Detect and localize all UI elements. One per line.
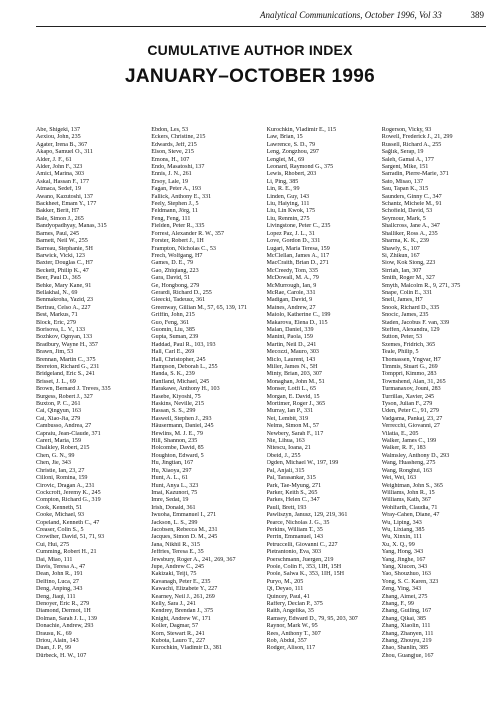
author-entry: Zhang, Zhouyu, 219 — [381, 638, 432, 645]
author-entry: Zhang, Zhanyen, 111 — [381, 630, 434, 637]
author-entry: Siow, Kok Siong, 223 — [381, 260, 436, 267]
author-entry: Minty, Brian, 203, 307 — [266, 371, 322, 378]
author-entry: Shallcross, Jane A., 347 — [381, 223, 440, 230]
author-entry: Newbery, Sarah F., 117 — [266, 430, 324, 437]
author-entry: Hall, Christopher, 245 — [151, 356, 206, 363]
author-entry: Sato, Misao, 137 — [381, 178, 424, 185]
author-entry: Holcombe, David, 85 — [151, 445, 204, 452]
author-entry: Haddad, Paul R., 103, 193 — [151, 341, 216, 348]
author-entry: Puryo, M., 205 — [266, 578, 304, 585]
author-entry: Miclo, Laurent, 143 — [266, 356, 316, 363]
author-entry: Thomassen, Yngvar, H7 — [381, 356, 441, 363]
author-entry: Delfino, Luca, 27 — [36, 578, 79, 585]
header-rule — [36, 26, 486, 27]
author-entry: Copeland, Kenneth C., 47 — [36, 519, 100, 526]
author-entry: Frech, Wolfgang, H7 — [151, 252, 203, 259]
author-entry: Williams, Kath, 367 — [381, 497, 431, 504]
author-entry: Brennan, Martin C., 375 — [36, 356, 96, 363]
author-entry: Smith, Roger M., 327 — [381, 275, 435, 282]
author-entry: Zhou, Guangjue, 167 — [381, 652, 434, 659]
author-entry: Seymour, Mark, 5 — [381, 215, 426, 222]
author-entry: Monaghan, John M., 51 — [266, 378, 325, 385]
author-entry: Monser, Lotfi L., 65 — [266, 386, 317, 393]
author-entry: Leonard, Raymond G., 375 — [266, 164, 334, 171]
author-entry: Kurochkin, Vladimir E., 115 — [266, 127, 337, 133]
author-entry: Barnes, Paul, 245 — [36, 230, 79, 237]
author-entry: Chen, Jie, 343 — [36, 460, 71, 467]
page-number: 389 — [470, 10, 484, 20]
author-column-3 — [267, 127, 376, 707]
running-header — [0, 10, 500, 24]
author-entry: Rodger, Alison, 117 — [266, 645, 316, 652]
author-entry: Greenway, Gillian M., 57, 65, 139, 171 — [151, 304, 247, 311]
author-entry: Feldmann, Jörg, 11 — [151, 208, 198, 215]
author-entry: Jacobsen, Rebecca M., 231 — [151, 526, 218, 533]
author-entry: Fagan, Peter A., 193 — [151, 186, 202, 193]
author-entry: Deng, Jiaqi, 111 — [36, 593, 76, 600]
author-entry: Hanfland, Michael, 245 — [151, 378, 210, 385]
author-entry: Poerschmann, Juergen, 219 — [266, 556, 334, 563]
author-entry: Dean, John R., 191 — [36, 571, 83, 578]
author-entry: Donachie, Andrew, 293 — [36, 623, 94, 630]
author-entry: Gieecki, Tadeusz, 361 — [151, 297, 206, 304]
author-column-1 — [36, 127, 145, 707]
author-entry: Hewlins, M. J. E., 79 — [151, 430, 203, 437]
author-entry: Dolman, Sarah J. L., 139 — [36, 615, 97, 622]
author-entry: Kakizaki, Teiji, 75 — [151, 571, 197, 578]
author-entry: Brisset, J. L., 69 — [36, 378, 76, 385]
author-entry: Livingstone, Peter C., 235 — [266, 223, 331, 230]
author-entry: Hu, Jingtian, 167 — [151, 460, 194, 467]
author-entry: Barwick, Vicki, 123 — [36, 252, 85, 259]
author-entry: Bale, Simon J., 265 — [36, 215, 84, 222]
author-entry: Sirriah, Ian, 307 — [381, 267, 422, 274]
author-entry: Kearney, Neil J., 261, 269 — [151, 593, 215, 600]
author-entry: Sutton, Peter, 53 — [381, 334, 423, 341]
author-entry: Hasebe, Kiyoshi, 75 — [151, 393, 201, 400]
author-entry: Manini, Paola, 159 — [266, 334, 313, 341]
author-entry: Shawly, S., 107 — [381, 245, 420, 252]
author-entry: Sau, Tapan K., 315 — [381, 186, 429, 193]
author-entry: Christie, Ian, 23, 27 — [36, 467, 85, 474]
author-entry: Nie, Lihua, 163 — [266, 438, 305, 445]
author-entry: Jeffries, Teresa E., 35 — [151, 549, 204, 556]
author-entry: Hill, Shannon, 235 — [151, 438, 198, 445]
author-entry: Block, Eric, 279 — [36, 319, 76, 326]
author-entry: Fallick, Anthony E., 331 — [151, 193, 212, 200]
author-entry: Lenglet, M., 69 — [266, 156, 305, 163]
author-entry: Ebdon, Les, 53 — [151, 127, 189, 133]
author-entry: Akapo, Samuel O., 311 — [36, 149, 93, 156]
author-entry: Murray, Ian P., 331 — [266, 408, 314, 415]
author-entry: Bertrau, Celso A., 227 — [36, 304, 91, 311]
author-entry: Weightman, John S., 365 — [381, 482, 443, 489]
author-entry: Awano, Kazutoshi, 137 — [36, 193, 93, 200]
author-entry: Morgan, E. David, 15 — [266, 393, 320, 400]
author-entry: Mecozzi, Mauro, 303 — [266, 349, 319, 356]
author-entry: Beer, Paul D., 365 — [36, 275, 81, 282]
author-entry: Rees, Anthony T., 307 — [266, 630, 321, 637]
author-entry: Griffin, John, 215 — [151, 312, 195, 319]
author-entry: Bozhkov, Ognyan, 133 — [36, 334, 93, 341]
author-entry: Tomppri, Kimmo, 283 — [381, 371, 437, 378]
author-entry: Zhang, Qikai, 385 — [381, 615, 427, 622]
author-entry: Beckett, Philip K., 47 — [36, 267, 89, 274]
author-entry: Timmis, Stuart G., 269 — [381, 364, 438, 370]
author-entry: Drausu, K., 69 — [36, 630, 72, 637]
author-entry: Häusermann, Daniel, 245 — [151, 423, 214, 430]
author-entry: Barnett, Neil W., 255 — [36, 238, 88, 245]
author-entry: Yong, S. C. Karen, 323 — [381, 578, 439, 585]
author-entry: Petruccelli, Giovanni C., 227 — [266, 541, 338, 548]
author-entry: Verrecchi, Giovanni, 27 — [381, 423, 440, 430]
author-entry: Mortimer, Roger J., 365 — [266, 401, 326, 408]
author-entry: Raith, Angelika, 35 — [266, 608, 314, 615]
author-entry: Liu, Haiying, 111 — [266, 201, 310, 208]
author-entry: Cockcroft, Jeremy K., 245 — [36, 489, 101, 496]
author-entry: Cambusso, Andrea, 27 — [36, 423, 92, 430]
author-entry: Ramsey, Edward D., 79, 95, 203, 307 — [266, 615, 358, 622]
author-entry: Denoyer, Eric R., 279 — [36, 601, 90, 607]
author-entry: Lin, R. E., 99 — [266, 186, 300, 193]
author-entry: Cai, Qingyun, 163 — [36, 408, 82, 415]
author-entry: Diamond, Dermot, 1H — [36, 608, 91, 615]
author-entry: Szemes, Fridrich, 365 — [381, 341, 436, 348]
author-entry: Uden, Peter C., 91, 279 — [381, 408, 439, 415]
author-entry: Eckers, Christine, 215 — [151, 134, 206, 141]
author-entry: Jacques, Simon D. M., 245 — [151, 534, 218, 541]
author-entry: Amici, Marina, 303 — [36, 171, 85, 178]
author-entry: Nitescu, Ioana, 21 — [266, 445, 311, 452]
author-entry: Dürbeck, H. W., 107 — [36, 652, 87, 659]
author-entry: Compton, Richard G., 319 — [36, 497, 101, 504]
author-entry: Baxter, Douglas C., H7 — [36, 260, 93, 267]
author-entry: Cook, Kenneth, 51 — [36, 504, 83, 511]
author-entry: Townshend, Alan, 31, 265 — [381, 378, 446, 385]
author-entry: Knight, Andrew W., 171 — [151, 615, 211, 622]
author-entry: Wray-Cahen, Diane, 47 — [381, 512, 440, 519]
author-entry: Staden, Jacobus F. van, 339 — [381, 319, 450, 326]
author-entry: Maines, Andrew, 27 — [266, 304, 316, 311]
author-entry: Haskins, Neville, 215 — [151, 401, 205, 408]
author-entry: Brown, Bernard J. Treves, 335 — [36, 386, 111, 393]
author-entry: McMurrough, Ian, 9 — [266, 282, 317, 289]
author-entry: Snook, Richard D., 335 — [381, 304, 440, 311]
author-entry: Ogden, Michael W., 197, 199 — [266, 460, 339, 467]
author-entry: Ersoy, Lale, 19 — [151, 178, 189, 185]
author-entry: Vadgama, Pankaj, 23, 27 — [381, 415, 443, 422]
author-entry: Schantz, Michele M., 91 — [381, 201, 442, 208]
author-entry: Nei, Lembit, 319 — [266, 415, 309, 422]
author-entry: Bandyopadhyay, Manas, 315 — [36, 223, 107, 230]
author-entry: Hassan, S. S., 299 — [151, 408, 196, 415]
title-block — [0, 42, 500, 88]
author-entry: Iwuoha, Emmanuel I., 271 — [151, 512, 217, 519]
author-entry: Imai, Kazunori, 75 — [151, 489, 198, 496]
journal-citation: Analytical Communications, October 1996, Vol 33 — [260, 10, 442, 20]
author-entry: Lopez Paz, J. L., 31 — [266, 230, 315, 237]
author-entry: Endo, Masatoshi, 137 — [151, 164, 205, 171]
author-entry: Zhang, F., 99 — [381, 601, 414, 607]
author-entry: Careri, Maria, 159 — [36, 438, 82, 445]
author-entry: Snell, James, H7 — [381, 297, 423, 304]
author-entry: Wang, Ronghui, 163 — [381, 467, 433, 474]
author-entry: Dai, Miao, 111 — [36, 556, 73, 563]
author-entry: Bakker, Berit, H7 — [36, 208, 80, 215]
author-entry: Kelly, Sara J., 241 — [151, 601, 196, 607]
author-entry: Russell, Richard A., 255 — [381, 141, 442, 148]
author-entry: Feely, Stephen J., 5 — [151, 201, 199, 208]
author-entry: Bridgeland, Eric S., 241 — [36, 371, 95, 378]
author-entry: Miller, James N., 5H — [266, 364, 318, 370]
author-entry: Cai, Xiao-Jia, 279 — [36, 415, 81, 422]
author-entry: Forrest, Alexander R. W., 357 — [151, 230, 225, 237]
author-entry: Perrin, Emmanuel, 143 — [266, 534, 324, 541]
author-entry: Xu, X. Q., 99 — [381, 541, 415, 548]
author-entry: McClellan, James A., 117 — [266, 252, 330, 259]
author-entry: Vilatia, E., 205 — [381, 430, 419, 437]
author-entry: Askal, Hassan F., 177 — [36, 178, 89, 185]
author-entry: Kubota, Lauro T., 227 — [151, 638, 206, 645]
author-entry: Duan, J. P., 99 — [36, 645, 72, 652]
author-entry: Rogerson, Vicky, 93 — [381, 127, 432, 133]
author-entry: Lugari, Maria Teresa, 159 — [266, 245, 330, 252]
author-entry: Hunt, Anya L., 323 — [151, 482, 199, 489]
author-entry: Parker, Keith S., 265 — [266, 489, 318, 496]
author-entry: Fielden, Peter R., 335 — [151, 223, 205, 230]
author-entry: Linden, Guy, 143 — [266, 193, 310, 200]
author-entry: Backheet, Emam Y., 177 — [36, 201, 97, 208]
author-entry: Deng, Anping, 343 — [36, 586, 83, 593]
author-entry: Yang, Jinghe, 167 — [381, 556, 426, 563]
author-entry: Turmanaxov, Jouni, 283 — [381, 386, 441, 393]
author-entry: Love, Gordon D., 331 — [266, 238, 321, 245]
author-entry: Wei, Wei, 163 — [381, 475, 417, 482]
author-entry: Tyson, Julian F., 279 — [381, 401, 433, 408]
author-entry: Elson, Steve, 215 — [151, 149, 194, 156]
author-entry: Koller, Dagmar, 57 — [151, 623, 199, 630]
author-entry: Law, Brian, 15 — [266, 134, 303, 141]
author-column-2 — [151, 127, 260, 707]
author-entry: Walker, R. F., 183 — [381, 445, 426, 452]
author-entry: Gao, Zhiqiang, 223 — [151, 267, 199, 274]
author-entry: Wu, Lixiang, 385 — [381, 526, 425, 533]
author-entry: Irish, Donald, 361 — [151, 504, 196, 511]
author-entry: Harakawe, Anthony H., 103 — [151, 386, 220, 393]
author-entry: Aexiou, John, 235 — [36, 134, 81, 141]
author-entry: Si, Zhikun, 167 — [381, 252, 420, 259]
author-entry: McRae, Carole, 331 — [266, 289, 316, 296]
author-entry: Cooke, Michael, 93 — [36, 512, 85, 519]
author-entry: Burgess, Robert J., 327 — [36, 393, 93, 400]
author-entry: Bradbury, Wayne H., 357 — [36, 341, 98, 348]
author-entry: Haswell, Stephen J., 293 — [151, 415, 212, 422]
author-entry: Jupe, Andrew C., 245 — [151, 563, 205, 570]
author-entry: Imre, Sedat, 19 — [151, 497, 189, 504]
author-entry: Emons, H., 107 — [151, 156, 190, 163]
author-entry: Buxton, P. C., 261 — [36, 401, 81, 408]
author-entry: Williams, John R., 15 — [381, 489, 435, 496]
index-title: CUMULATIVE AUTHOR INDEX — [147, 42, 353, 58]
author-entry: Pawliszyn, Janusz, 129, 219, 361 — [266, 512, 348, 519]
author-entry: Jana, Nikhil R., 315 — [151, 541, 200, 548]
author-entry: Liu, Lin Kwok, 175 — [266, 208, 316, 215]
author-entry: Saunders, Ginny C., 347 — [381, 193, 442, 200]
author-entry: Behke, Mary Kane, 91 — [36, 282, 92, 289]
author-entry: Malan, Daniel, 339 — [266, 326, 314, 333]
author-entry: Poole, Colin F., 353, 1IH, 15H — [266, 563, 342, 570]
author-entry: Handa, S. K., 239 — [151, 371, 195, 378]
author-entry: Makarova, Elena D., 115 — [266, 319, 328, 326]
author-entry: Bellakhal, N., 69 — [36, 289, 78, 296]
author-entry: Yang, Xiucen, 343 — [381, 563, 428, 570]
author-entry: Hu, Xiaoya, 297 — [151, 467, 192, 474]
author-entry: Turrillas, Xavier, 245 — [381, 393, 435, 400]
author-entry: Gerardi, Richard D., 255 — [151, 289, 212, 296]
author-entry: Agater, Irena B., 367 — [36, 141, 88, 148]
author-entry: Wu, Liping, 343 — [381, 519, 422, 526]
author-entry: Jewsbury, Roger A., 241, 269, 367 — [151, 556, 236, 563]
author-entry: Zhang, Aimei, 275 — [381, 593, 428, 600]
author-entry: Rob, Abdul, 357 — [266, 638, 307, 645]
author-entry: MacCraith, Brian D., 271 — [266, 260, 329, 267]
author-entry: Lawrence, S. D., 79 — [266, 141, 316, 148]
author-entry: Gupta, Suman, 239 — [151, 334, 199, 341]
author-entry: McCreedy, Tom, 335 — [266, 267, 319, 274]
author-entry: Walker, James C., 199 — [381, 438, 437, 445]
author-entry: Park, Tae-Myung, 271 — [266, 482, 322, 489]
author-entry: Wohlfarth, Claudia, 71 — [381, 504, 438, 511]
author-entry: Shalliker, Ross A., 235 — [381, 230, 438, 237]
author-entry: Lewis, Rhobert, 203 — [266, 171, 317, 178]
author-entry: Pietrantonio, Eva, 303 — [266, 549, 321, 556]
author-entry: Capraiu, Jean-Claude, 371 — [36, 430, 101, 437]
author-entry: Chalkley, Robert, 215 — [36, 445, 90, 452]
author-entry: Driou, Alain, 143 — [36, 638, 79, 645]
author-entry: Sharma, K. K., 239 — [381, 238, 429, 245]
author-entry: Alder, J. F., 61 — [36, 156, 72, 163]
author-entry: Cumming, Robert H., 21 — [36, 549, 97, 556]
author-entry: Ge, Hongbong, 279 — [151, 282, 200, 289]
author-entry: Wu, Xinxin, 111 — [381, 534, 423, 541]
author-entry: Borisova, L. V., 133 — [36, 326, 86, 333]
author-entry: Guo, Feng, 361 — [151, 319, 190, 326]
author-entry: Snape, Colin E., 331 — [381, 289, 433, 296]
author-entry: Liu, Renmin, 275 — [266, 215, 310, 222]
author-entry: Leng, Zongzhou, 297 — [266, 149, 319, 156]
author-entry: Sağlık, Serap, 19 — [381, 149, 424, 156]
author-entry: Edwards, Jeff, 215 — [151, 141, 197, 148]
author-entry: Li, Ping, 385 — [266, 178, 299, 185]
author-entry: Jackson, L. S., 299 — [151, 519, 198, 526]
author-entry: Games, D. E., 79 — [151, 260, 194, 267]
author-entry: Obeid, J., 255 — [266, 452, 301, 459]
author-entry: Saleh, Gamal A., 177 — [381, 156, 434, 163]
author-entry: Davis, Teresa A., 47 — [36, 563, 86, 570]
author-entry: Cui, Hui, 275 — [36, 541, 70, 548]
author-entry: Sargent, Mike, 151 — [381, 164, 429, 171]
author-entry: Best, Markus, 71 — [36, 312, 78, 319]
author-entry: Zhang, Guiling, 167 — [381, 608, 432, 615]
author-entry: Smyth, Malcolm R., 9, 271, 375 — [381, 282, 461, 289]
author-entry: Poole, Salwa K., 353, 1IH, 15H — [266, 571, 345, 578]
author-entry: Raffery, Declan P., 375 — [266, 601, 323, 607]
author-entry: Kendrey, Brendan J., 375 — [151, 608, 214, 615]
author-entry: Zhao, Shanlin, 385 — [381, 645, 429, 652]
author-entry: Korn, Stewart R., 241 — [151, 630, 205, 637]
author-entry: Zhang, Xiaolin, 111 — [381, 623, 431, 630]
author-entry: Benmakroha, Yazid, 23 — [36, 297, 94, 304]
author-entry: Martin, Neil D., 241 — [266, 341, 317, 348]
author-entry: Crowther, David, 51, 71, 93 — [36, 534, 105, 541]
author-entry: Pal, Tarasankar, 315 — [266, 475, 316, 482]
author-entry: Perkins, William T., 35 — [266, 526, 323, 533]
author-entry: Brawn, Jim, 53 — [36, 349, 74, 356]
author-entry: Steffen, Alexandra, 129 — [381, 326, 440, 333]
author-entry: Chen, G. N., 99 — [36, 452, 75, 459]
author-entry: Hunt, A. L., 61 — [151, 475, 188, 482]
author-entry: Frampton, Nicholas C., 53 — [151, 245, 216, 252]
author-entry: Hall, Carl E., 269 — [151, 349, 195, 356]
index-date-range: JANUARY–OCTOBER 1996 — [125, 66, 375, 87]
author-entry: Creaser, Colin S., 5 — [36, 526, 84, 533]
author-entry: Gara, David, 51 — [151, 275, 191, 282]
author-entry: Barreau, Stephanie, 5H — [36, 245, 93, 252]
author-entry: Cilloni, Romina, 159 — [36, 475, 88, 482]
author-entry: Zeng, Ying, 343 — [381, 586, 422, 593]
author-entry: Hampson, Deborah L., 255 — [151, 364, 218, 370]
author-entry: Yang, Hong, 343 — [381, 549, 424, 556]
author-entry: Feng, Feng, 111 — [151, 215, 191, 222]
author-entry: Guomin, Liu, 385 — [151, 326, 195, 333]
author-entry: Alder, John F., 323 — [36, 164, 83, 171]
author-entry: Kavanagh, Peter E., 235 — [151, 578, 211, 585]
author-entry: Madigan, David, 9 — [266, 297, 313, 304]
author-entry: Kurochkin, Vladimir D., 381 — [151, 645, 222, 652]
author-entry: Brereton, Richard G., 231 — [36, 364, 100, 370]
author-entry: Rowell, Frederick J., 21, 299 — [381, 134, 453, 141]
author-entry: Walmsley, Anthony D., 293 — [381, 452, 450, 459]
author-entry: Pal, Anjali, 315 — [266, 467, 305, 474]
author-column-4 — [382, 127, 491, 707]
author-entry: Qi, Deyao, 111 — [266, 586, 304, 593]
author-entry: Cirovic, Dragan A., 231 — [36, 482, 95, 489]
author-entry: Yao, Shouzhuo, 163 — [381, 571, 431, 578]
author-index-columns — [36, 127, 491, 707]
author-entry: Nelms, Simon M., 57 — [266, 423, 319, 430]
author-entry: Sarradin, Pierre-Marie, 371 — [381, 171, 449, 178]
author-entry: Raynor, Mark W., 95 — [266, 623, 318, 630]
author-entry: Teale, Philip, 5 — [381, 349, 419, 356]
author-entry: Ennis, J. N., 261 — [151, 171, 192, 178]
author-entry: Kawachi, Elizabete Y., 227 — [151, 586, 218, 593]
author-entry: Schofield, David, 53 — [381, 208, 433, 215]
author-entry: Forster, Robert J., 1H — [151, 238, 204, 245]
author-entry: Maiolo, Katherine C., 199 — [266, 312, 331, 319]
author-entry: Paull, Brett, 193 — [266, 504, 307, 511]
author-entry: Wang, Huasheng, 275 — [381, 460, 436, 467]
author-entry: Abe, Shigeki, 137 — [36, 127, 81, 133]
author-entry: McDowall, M. A., 79 — [266, 275, 319, 282]
author-entry: Quincey, Paul, 41 — [266, 593, 310, 600]
author-entry: Houghton, Edward, 5 — [151, 452, 204, 459]
author-entry: Parkes, Helen C., 347 — [266, 497, 320, 504]
author-entry: Snocic, James, 235 — [381, 312, 429, 319]
author-entry: Atmaca, Sedef, 19 — [36, 186, 82, 193]
author-entry: Pearce, Nicholas J. G., 35 — [266, 519, 330, 526]
